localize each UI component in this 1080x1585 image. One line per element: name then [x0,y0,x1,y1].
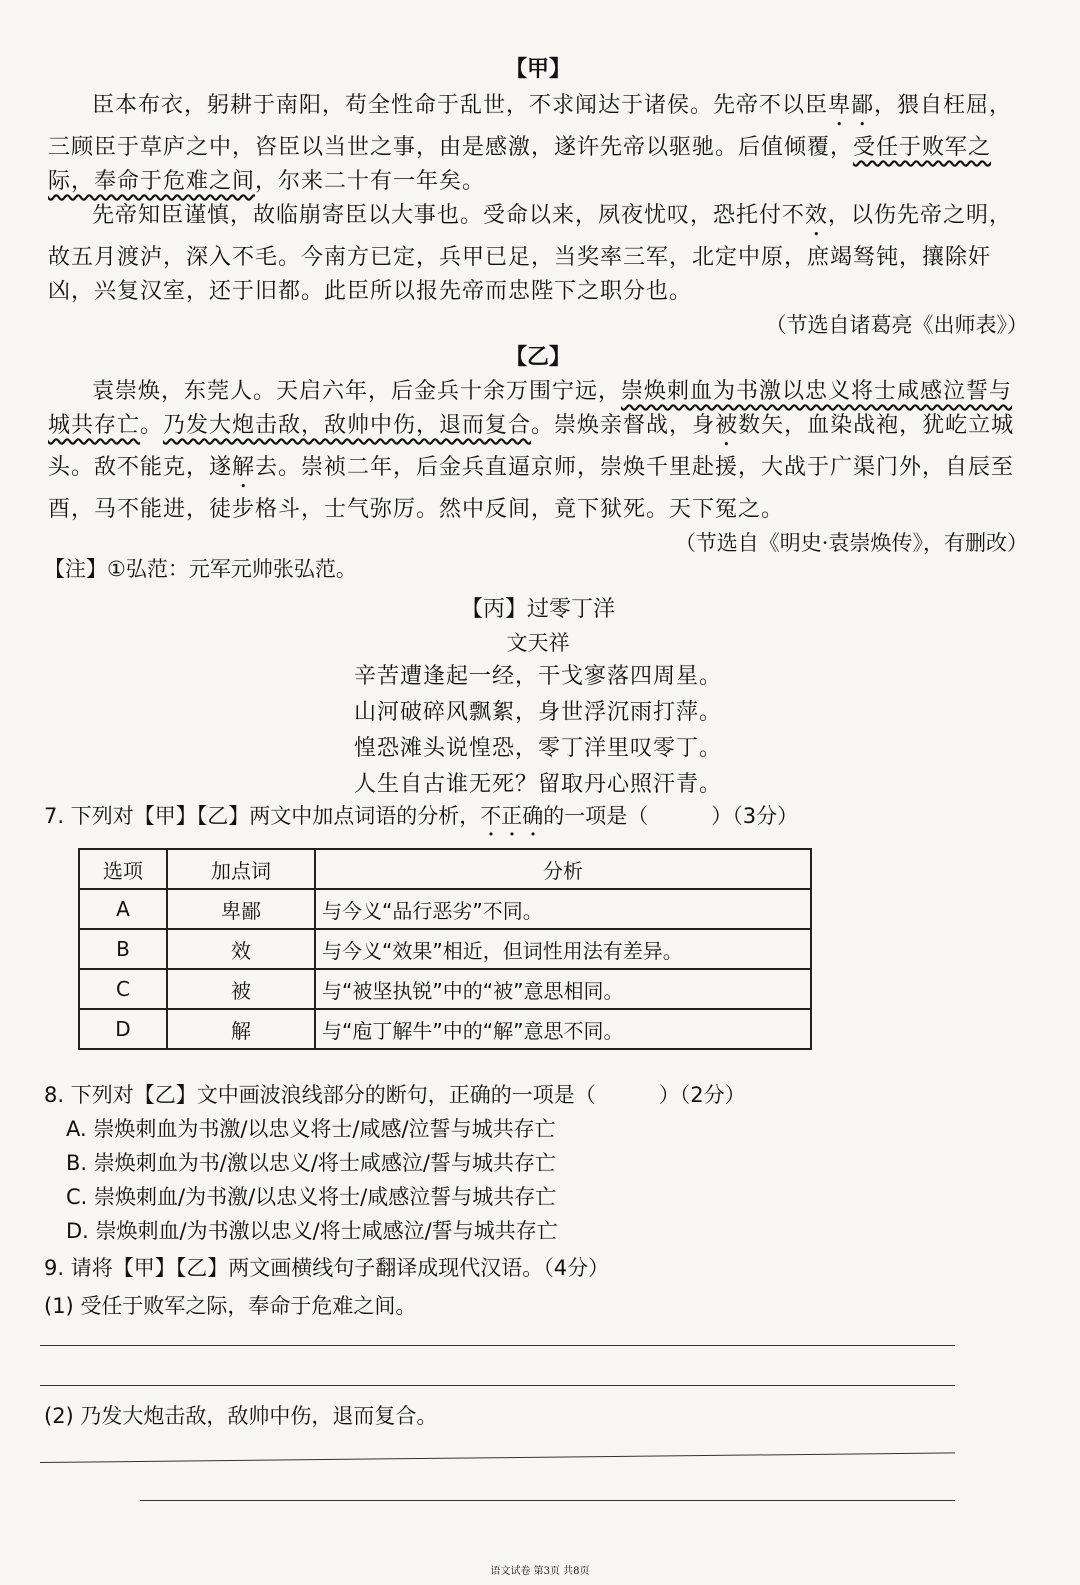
question-7-stem [44,800,798,841]
table-cell: 与今义“品行恶劣”不同。 [315,889,811,929]
passage-yi-paragraph [48,375,1028,527]
table-cell: 与“被坚执锐”中的“被”意思相同。 [315,969,811,1009]
passage-jia [48,52,1028,339]
poem-bing [48,592,1028,803]
question-8-option-a: A. 崇焕刺血为书激/以忠义将士/咸感/泣誓与城共存亡 [66,1117,556,1141]
passage-jia-source: （节选自诸葛亮《出师表》） [765,313,1028,337]
dotted-word: 效 [805,203,829,228]
poem-lines [48,659,1028,803]
table-cell: 效 [167,929,315,969]
poem-line: 辛苦遭逢起一经，干戈寥落四周星。 [353,664,722,689]
table-cell: C [79,969,167,1009]
poem-line: 山河破碎风飘絮，身世浮沉雨打萍。 [353,700,722,725]
wavy-sentence: 崇焕刺血为书激以忠义将士咸感泣誓与城共存亡 [48,379,1013,438]
table-cell: B [79,929,167,969]
underlined-sentence: 乃发大炮击敌，敌帅中伤，退而复合 [163,413,532,438]
poem-line: 人生自古谁无死？留取丹心照汗青。 [353,772,722,797]
dotted-word: 卑鄙 [828,93,875,118]
poem-line: 惶恐滩头说惶恐，零丁洋里叹零丁。 [353,736,722,761]
text: 7. 下列对【甲】【乙】两文中加点词语的分析， [44,804,481,828]
question-9-sentence-1: (1) 受任于败军之际，奉命于危难之间。 [44,1294,417,1318]
question-8-stem: 8. 下列对【乙】文中画波浪线部分的断句，正确的一项是（ ）（2分） [44,1083,746,1107]
question-8-option-c: C. 崇焕刺血/为书激/以忠义将士/咸感泣誓与城共存亡 [66,1185,557,1209]
passage-jia-paragraph-1 [48,89,1028,199]
table-cell: 与今义“效果”相近，但词性用法有差异。 [315,929,811,969]
question-9-sentence-2: (2) 乃发大炮击敌，敌帅中伤，退而复合。 [44,1404,438,1428]
passage-yi [48,340,1028,557]
poem-title: 【丙】过零丁洋 [460,597,615,622]
table-cell: 与“庖丁解牛”中的“解”意思不同。 [315,1009,811,1049]
underlined-sentence: 受任于败军之际，奉命于危难之间 [48,135,992,194]
text: 先帝知臣谨慎，故临崩寄臣以大事也。受命以来，夙夜忧叹，恐托付不 [92,203,806,228]
text: 臣本布衣，躬耕于南阳，苟全性命于乱世，不求闻达于诸侯。先帝不以臣 [92,93,829,118]
table-cell: A [79,889,167,929]
table-header: 加点词 [167,849,315,889]
text: 数矢，血染战袍，犹屹立城头。敌不能克，遂 [48,413,1015,480]
question-7-table [78,848,812,1050]
table-row [79,929,811,969]
passage-yi-header: 【乙】 [504,344,571,370]
table-row [79,1009,811,1049]
text: 的一项是（ ）（3分） [543,804,799,828]
answer-line[interactable] [40,1345,955,1346]
table-cell: D [79,1009,167,1049]
text: 袁崇焕，东莞人。天启六年，后金兵十余万围宁远， [92,379,622,404]
question-9-stem: 9. 请将【甲】【乙】两文画横线句子翻译成现代汉语。（4分） [44,1256,610,1280]
passage-jia-header: 【甲】 [504,56,571,82]
dotted-word: 被 [715,413,739,438]
passage-jia-paragraph-2 [48,199,1028,309]
dotted-word: 解 [232,455,256,480]
text: 。 [140,413,164,438]
page-footer: 语文试卷 第3页 共8页 [490,1566,590,1577]
passage-yi-source: （节选自《明史·袁崇焕传》，有删改） [674,531,1028,555]
text: ，猥自枉屈，三顾臣于草庐之中，咨臣以当世之事，由是感激，遂许先帝以驱驰。后值倾覆， [48,93,1013,160]
question-8-option-d: D. 崇焕刺血/为书激以忠义/将士咸感泣/誓与城共存亡 [66,1219,558,1243]
answer-line[interactable] [40,1452,955,1463]
question-8 [44,1078,1034,1248]
table-header: 选项 [79,849,167,889]
answer-line[interactable] [40,1385,955,1386]
dotted-word: 不正确 [480,804,544,828]
annotation-note: 【注】①弘范：元军元帅张弘范。 [44,557,357,581]
question-8-option-b: B. 崇焕刺血为书/激以忠义/将士咸感泣/誓与城共存亡 [66,1151,556,1175]
table-row [79,889,811,929]
answer-line[interactable] [140,1500,955,1501]
text: ，以伤先帝之明，故五月渡泸，深入不毛。今南方已定，兵甲已足，当奖率三军，北定中原，庶竭驽钝，攘除奸凶，兴复汉室，还于旧都。此臣所以报先帝而忠陛下之职分也。 [48,203,1013,304]
table-row [79,969,811,1009]
text: 去。崇祯二年，后金兵直逼京师，崇焕千里赴援，大战于广渠门外，自辰至酉，马不能进，徒步格斗，士气弥厉。然中反间，竟下狱死。天下冤之。 [48,455,1015,522]
text: 。崇焕亲督战，身 [531,413,716,438]
table-header: 分析 [315,849,811,889]
poem-author: 文天祥 [506,631,570,655]
table-header-row [79,849,811,889]
table-cell: 被 [167,969,315,1009]
table-cell: 卑鄙 [167,889,315,929]
text: ，尔来二十有一年矣。 [255,169,486,194]
table-cell: 解 [167,1009,315,1049]
